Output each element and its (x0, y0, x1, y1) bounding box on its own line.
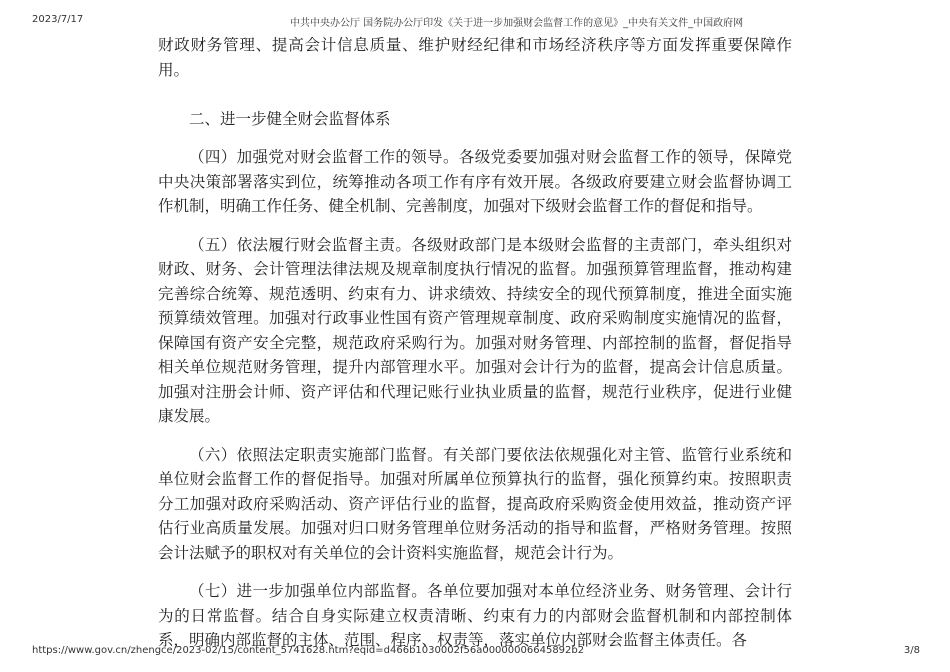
paragraph-6: （六）依照法定职责实施部门监督。有关部门要依法依规强化对主管、监管行业系统和单位财会监督工作的督促指导。加强对所属单位预算执行的监督，强化预算约束。按照职责分工加强对政府采购活动、资产评估行业的监督，提高政府采购资金使用效益，推动资产评估行业高质量发展。加强对归口财务管理单位财务活动的指导和监督，严格财务管理。按照会计法赋予的职权对有关单位的会计资料实施监督，规范会计行为。 (158, 445, 792, 562)
page-number: 3/8 (903, 645, 920, 656)
paragraph-7: （七）进一步加强单位内部监督。各单位要加强对本单位经济业务、财务管理、会计行为的日常监督。结合自身实际建立权责清晰、约束有力的内部财会监督机制和内部控制体系，明确内部监督的主体、范围、程序、权责等，落实单位内部财会监督主体责任。各 (158, 582, 792, 649)
section-heading: 二、进一步健全财会监督体系 (189, 109, 391, 128)
paragraph-4: （四）加强党对财会监督工作的领导。各级党委要加强对财会监督工作的领导，保障党中央决策部署落实到位，统筹推动各项工作有序有效开展。各级政府要建立财会监督协调工作机制，明确工作任务、健全机制、完善制度，加强对下级财会监督工作的督促和指导。 (158, 148, 792, 215)
page-header-title: 中共中央办公厅 国务院办公厅印发《关于进一步加强财会监督工作的意见》_中央有关文件_中国政府网 (290, 18, 744, 29)
paragraph-5: （五）依法履行财会监督主责。各级财政部门是本级财会监督的主责部门，牵头组织对财政、财务、会计管理法律法规及规章制度执行情况的监督。加强预算管理监督，推动构建完善综合统筹、规范透明、约束有力、讲求绩效、持续安全的现代预算制度，推进全面实施预算绩效管理。加强对行政事业性国有资产管理规章制度、政府采购制度实施情况的监督，保障国有资产安全完整，规范政府采购行为。加强对财务管理、内部控制的监督，督促指导相关单位规范财务管理，提升内部管理水平。加强对会计行为的监督，提高会计信息质量。加强对注册会计师、资产评估和代理记账行业执业质量的监督，规范行业秩序，促进行业健康发展。 (158, 235, 792, 425)
page-url: https://www.gov.cn/zhengce/2023-02/15/content_5741628.htm?eqid=d466b1030002f56a00000006645892b2 (32, 645, 585, 656)
print-date: 2023/7/17 (32, 14, 84, 25)
document-body (158, 33, 792, 667)
intro-paragraph: 财政财务管理、提高会计信息质量、维护财经纪律和市场经济秩序等方面发挥重要保障作用。 (158, 36, 792, 79)
